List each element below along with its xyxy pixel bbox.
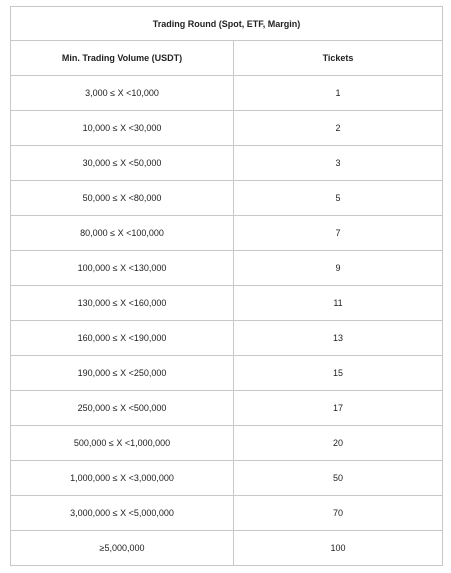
tickets-cell: 17 [234, 391, 443, 426]
table-title-row [11, 7, 443, 41]
table-row [11, 496, 443, 531]
volume-cell: 250,000 ≤ X <500,000 [11, 391, 234, 426]
volume-cell: 3,000 ≤ X <10,000 [11, 76, 234, 111]
table-row [11, 356, 443, 391]
tickets-cell: 7 [234, 216, 443, 251]
volume-cell: 80,000 ≤ X <100,000 [11, 216, 234, 251]
tickets-cell: 20 [234, 426, 443, 461]
table-row [11, 286, 443, 321]
volume-cell: ≥5,000,000 [11, 531, 234, 566]
tickets-cell: 50 [234, 461, 443, 496]
tickets-cell: 70 [234, 496, 443, 531]
tickets-cell: 13 [234, 321, 443, 356]
tickets-cell: 11 [234, 286, 443, 321]
volume-cell: 30,000 ≤ X <50,000 [11, 146, 234, 181]
table-row [11, 216, 443, 251]
tickets-cell: 100 [234, 531, 443, 566]
table-row [11, 426, 443, 461]
table-row [11, 76, 443, 111]
column-header-volume: Min. Trading Volume (USDT) [11, 41, 234, 76]
volume-cell: 160,000 ≤ X <190,000 [11, 321, 234, 356]
tickets-cell: 2 [234, 111, 443, 146]
volume-cell: 100,000 ≤ X <130,000 [11, 251, 234, 286]
tickets-cell: 3 [234, 146, 443, 181]
volume-cell: 50,000 ≤ X <80,000 [11, 181, 234, 216]
volume-cell: 130,000 ≤ X <160,000 [11, 286, 234, 321]
tickets-cell: 1 [234, 76, 443, 111]
volume-cell: 10,000 ≤ X <30,000 [11, 111, 234, 146]
table-row [11, 321, 443, 356]
tickets-cell: 5 [234, 181, 443, 216]
table-title: Trading Round (Spot, ETF, Margin) [11, 7, 443, 41]
ticket-tier-table [10, 6, 443, 566]
volume-cell: 190,000 ≤ X <250,000 [11, 356, 234, 391]
tickets-cell: 9 [234, 251, 443, 286]
volume-cell: 1,000,000 ≤ X <3,000,000 [11, 461, 234, 496]
table-row [11, 391, 443, 426]
table-row [11, 181, 443, 216]
volume-cell: 3,000,000 ≤ X <5,000,000 [11, 496, 234, 531]
volume-cell: 500,000 ≤ X <1,000,000 [11, 426, 234, 461]
column-header-tickets: Tickets [234, 41, 443, 76]
tickets-cell: 15 [234, 356, 443, 391]
table-row [11, 461, 443, 496]
table-row [11, 531, 443, 566]
table-header-row [11, 41, 443, 76]
table-row [11, 111, 443, 146]
table-row [11, 146, 443, 181]
table-row [11, 251, 443, 286]
